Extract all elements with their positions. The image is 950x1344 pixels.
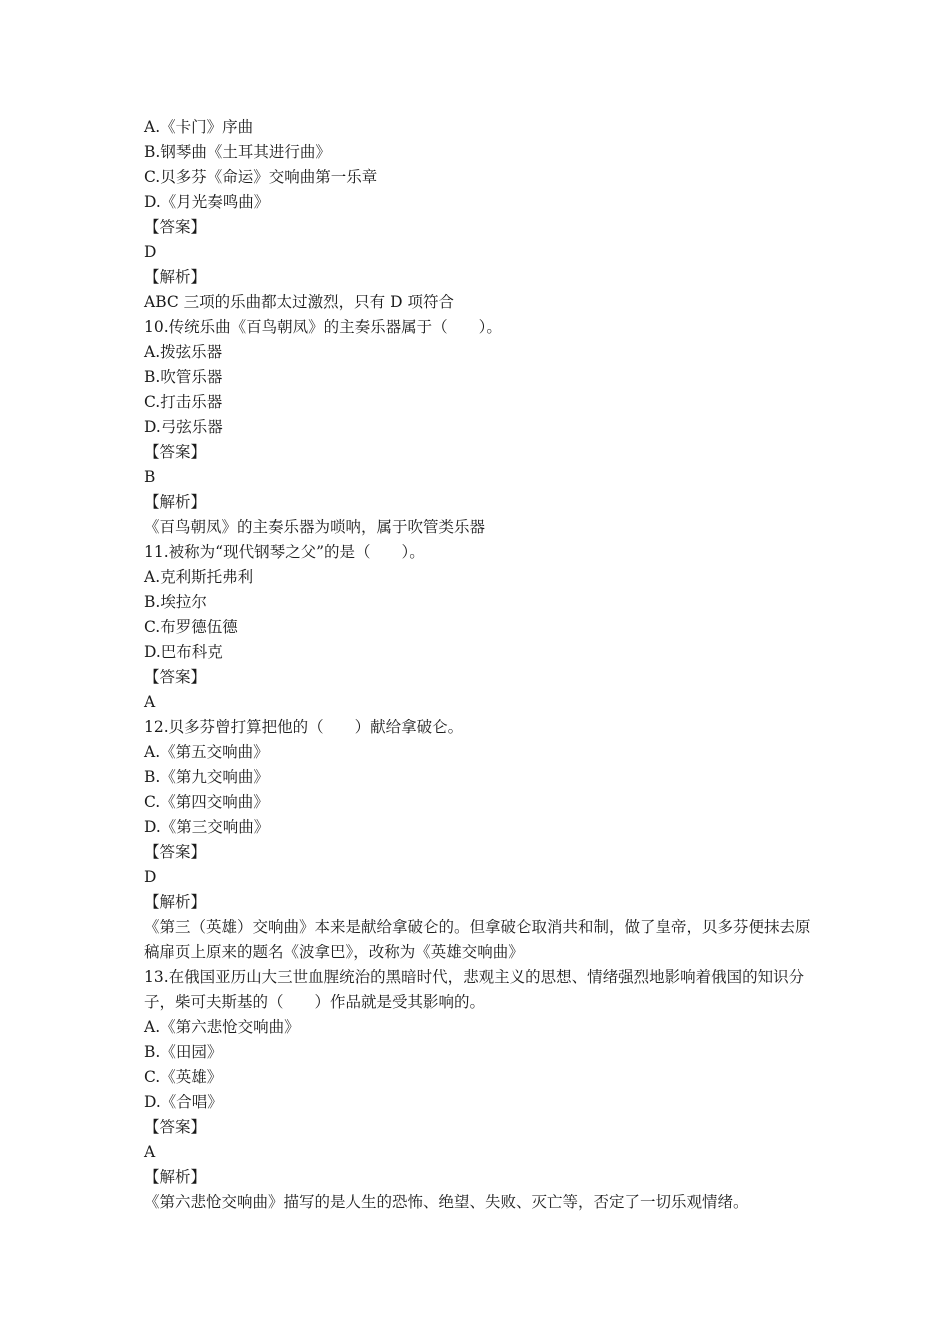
doc-line-option: C.布罗德伍德 [144, 618, 238, 636]
doc-line-option: C.打击乐器 [144, 393, 223, 411]
doc-line-answer-value: A [144, 1143, 156, 1161]
doc-line-question: 13.在俄国亚历山大三世血腥统治的黑暗时代，悲观主义的思想、情绪强烈地影响着俄国的知识分子，柴可夫斯基的（ ）作品就是受其影响的。 [144, 968, 805, 1011]
doc-line-option: A.《第六悲怆交响曲》 [144, 1018, 300, 1036]
doc-line-option: A.《第五交响曲》 [144, 743, 269, 761]
doc-line-analysis-heading: 【解析】 [144, 493, 207, 511]
document-content [144, 115, 814, 1215]
doc-line-analysis-heading: 【解析】 [144, 1168, 207, 1186]
doc-line-answer-heading: 【答案】 [144, 843, 207, 861]
doc-line-answer-heading: 【答案】 [144, 443, 207, 461]
doc-line-option: A.克利斯托弗利 [144, 568, 254, 586]
doc-line-answer-value: A [144, 693, 156, 711]
doc-line-option: D.《第三交响曲》 [144, 818, 270, 836]
doc-line-option: B.钢琴曲《土耳其进行曲》 [144, 143, 331, 161]
doc-line-question: 12.贝多芬曾打算把他的（ ）献给拿破仑。 [144, 718, 464, 736]
doc-line-answer-value: D [144, 868, 157, 886]
doc-line-answer-heading: 【答案】 [144, 218, 207, 236]
doc-line-option: B.《田园》 [144, 1043, 223, 1061]
doc-line-question: 11.被称为“现代钢琴之父”的是（ ）。 [144, 543, 425, 561]
doc-line-option: D.《合唱》 [144, 1093, 223, 1111]
doc-line-analysis-text: 《第三（英雄）交响曲》本来是献给拿破仑的。但拿破仑取消共和制，做了皇帝，贝多芬便抹去原稿扉页上原来的题名《波拿巴》，改称为《英雄交响曲》 [144, 918, 811, 961]
doc-line-answer-heading: 【答案】 [144, 668, 207, 686]
doc-line-analysis-heading: 【解析】 [144, 268, 207, 286]
doc-line-answer-heading: 【答案】 [144, 1118, 207, 1136]
doc-line-option: C.贝多芬《命运》交响曲第一乐章 [144, 168, 378, 186]
doc-line-option: C.《英雄》 [144, 1068, 223, 1086]
doc-line-option: D.《月光奏鸣曲》 [144, 193, 270, 211]
doc-line-option: A.《卡门》序曲 [144, 118, 254, 136]
doc-line-analysis-text: ABC 三项的乐曲都太过激烈，只有 D 项符合 [144, 293, 454, 311]
doc-line-option: D.弓弦乐器 [144, 418, 223, 436]
doc-line-analysis-text: 《第六悲怆交响曲》描写的是人生的恐怖、绝望、失败、灭亡等，否定了一切乐观情绪。 [144, 1193, 749, 1211]
doc-line-answer-value: D [144, 243, 157, 261]
doc-line-option: C.《第四交响曲》 [144, 793, 269, 811]
doc-line-answer-value: B [144, 468, 156, 486]
doc-line-analysis-heading: 【解析】 [144, 893, 207, 911]
doc-line-analysis-text: 《百鸟朝凤》的主奏乐器为唢呐，属于吹管类乐器 [144, 518, 486, 536]
doc-line-option: B.吹管乐器 [144, 368, 223, 386]
doc-line-option: B.《第九交响曲》 [144, 768, 269, 786]
doc-line-question: 10.传统乐曲《百鸟朝凤》的主奏乐器属于（ ）。 [144, 318, 502, 336]
doc-line-option: D.巴布科克 [144, 643, 223, 661]
doc-line-option: B.埃拉尔 [144, 593, 207, 611]
doc-line-option: A.拨弦乐器 [144, 343, 223, 361]
